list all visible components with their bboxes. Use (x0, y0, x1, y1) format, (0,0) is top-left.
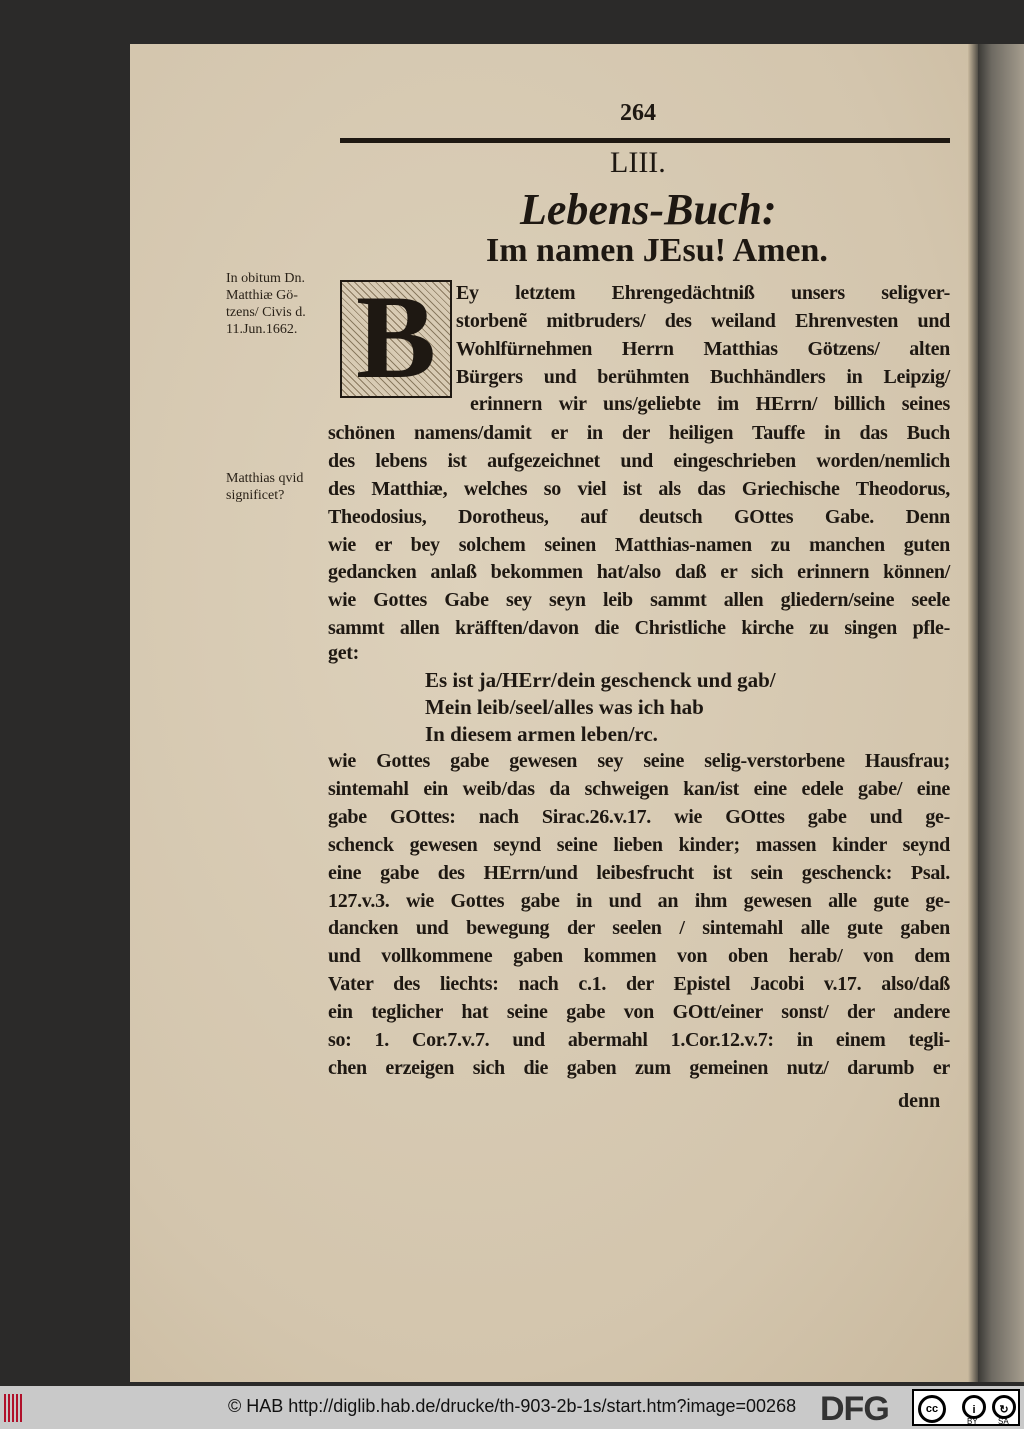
header-rule (340, 138, 950, 143)
copyright-link[interactable]: © HAB http://diglib.hab.de/drucke/th-903-2b-1s/start.htm?image=00268 (228, 1396, 797, 1416)
dfg-logo: DFG (820, 1390, 889, 1428)
text-line: Ey letztem Ehrengedächtniß unsers seligver- (456, 282, 950, 304)
verse-line: In diesem armen leben/rc. (425, 722, 658, 746)
text-line: Theodosius, Dorotheus, auf deutsch GOttes Gabe. Denn (328, 506, 950, 528)
decorated-initial (340, 270, 452, 403)
sa-label: SA (998, 1417, 1009, 1426)
margin-note-line: 11.Jun.1662. (226, 322, 298, 337)
text-line: des lebens ist aufgezeichnet und eingeschrieben worden/nemlich (328, 450, 950, 472)
text-line: erinnern wir uns/geliebte im HErrn/ billich seines (470, 393, 950, 415)
text-line: des Matthiæ, welches so viel ist als das Griechische Theodorus, (328, 478, 950, 500)
chapter-title: Lebens-Buch: (520, 185, 777, 234)
verse-line: Mein leib/seel/alles was ich hab (425, 695, 704, 719)
text-line: sintemahl ein weib/das da schweigen kan/ist eine edele gabe/ eine (328, 777, 950, 800)
text-line: sammt allen kräfften/davon die Christliche kirche zu singen pfle- (328, 617, 950, 639)
text-line: und vollkommene gaben kommen von oben herab/ von dem (328, 945, 950, 968)
text-line: gedancken anlaß bekommen hat/also daß er sich erinnern können/ (328, 561, 950, 583)
text-line: storbenẽ mitbruders/ des weiland Ehrenvesten und (456, 310, 950, 332)
text-line: so: 1. Cor.7.v.7. und abermahl 1.Cor.12.v.7: in einem tegli- (328, 1029, 950, 1051)
margin-note-matthias (226, 470, 303, 504)
margin-note-obituary (226, 270, 306, 338)
margin-note-line: Matthias qvid (226, 471, 304, 486)
cc-license-badge[interactable] (912, 1389, 1020, 1426)
margin-note-line: tzens/ Civis d. (226, 305, 306, 320)
text-line: wie er bey solchem seinen Matthias-namen zu manchen guten (328, 534, 950, 556)
initial-letter: B (355, 270, 437, 403)
margin-note-line: Matthiæ Gö- (226, 288, 298, 303)
chapter-subtitle: Im namen JEsu! Amen. (486, 232, 828, 269)
text-line: gabe GOttes: nach Sirac.26.v.17. wie GOttes gabe und ge- (328, 805, 950, 828)
sa-icon: ↻ (992, 1395, 1016, 1419)
margin-note-line: In obitum Dn. (226, 271, 305, 286)
chapter-number: LIII. (610, 146, 666, 179)
text-line: wie Gottes Gabe sey seyn leib sammt allen gliedern/seine seele (328, 589, 950, 611)
text-line: schenck gewesen seynd seine lieben kinder; massen kinder seynd (328, 833, 950, 856)
page-number: 264 (620, 100, 656, 126)
by-icon: i (962, 1395, 986, 1419)
text-line: dancken und bewegung der seelen / sintemahl alle gute gaben (328, 917, 950, 940)
text-line: Wohlfürnehmen Herrn Matthias Götzens/ alten (456, 338, 950, 360)
hab-logo-icon (4, 1394, 24, 1422)
footer-bar (0, 1386, 1024, 1429)
text-line: schönen namens/damit er in der heiligen Tauffe in das Buch (328, 422, 950, 444)
text-line: Bürgers und berühmten Buchhändlers in Leipzig/ (456, 366, 950, 388)
margin-note-line: significet? (226, 488, 285, 503)
text-line: wie Gottes gabe gewesen sey seine selig-verstorbene Hausfrau; (328, 750, 950, 772)
by-label: BY (967, 1417, 978, 1426)
text-line: get: (328, 642, 359, 664)
catchword: denn (898, 1090, 941, 1112)
cc-icon: cc (918, 1395, 946, 1423)
text-line: chen erzeigen sich die gaben zum gemeinen nutz/ darumb er (328, 1056, 950, 1079)
text-line: Vater des liechts: nach c.1. der Epistel Jacobi v.17. also/daß (328, 973, 950, 996)
text-line: 127.v.3. wie Gottes gabe in und an ihm gewesen alle gute ge- (328, 889, 950, 912)
facing-page-edge (978, 44, 1024, 1382)
text-line: ein teglicher hat seine gabe von GOtt/einer sonst/ der andere (328, 1001, 950, 1024)
text-line: eine gabe des HErrn/und leibesfrucht ist sein geschenck: Psal. (328, 861, 950, 884)
verse-line: Es ist ja/HErr/dein geschenck und gab/ (425, 668, 776, 692)
